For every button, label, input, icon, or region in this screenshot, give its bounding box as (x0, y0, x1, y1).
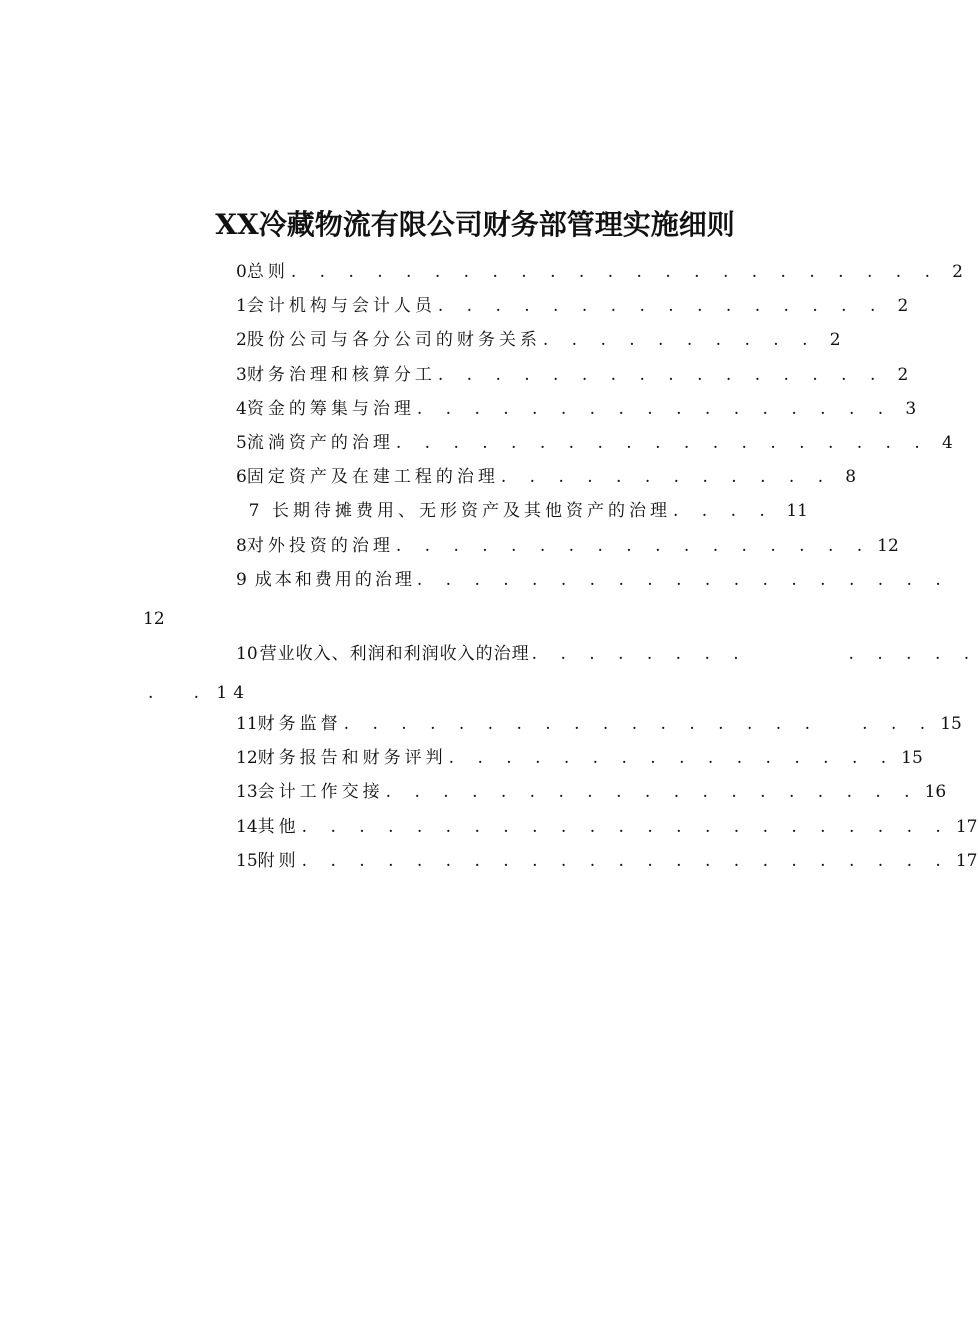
toc-entry-number: 12 (236, 748, 258, 768)
toc-entry-3[interactable] (236, 362, 909, 388)
toc-entry-label: 附则 (257, 851, 300, 871)
toc-entry-page: 12 (877, 536, 899, 556)
toc-entry-page: 15 (940, 714, 962, 734)
toc-entry-label: 其他 (257, 817, 300, 837)
toc-entry-number: 11 (236, 714, 258, 734)
toc-leader-dots: . . . . . . . . . . . . . . . . . . . . . . . (301, 817, 950, 837)
toc-entry-15[interactable] (236, 848, 978, 874)
toc-entry-label: 成本和费用的治理 (254, 570, 415, 590)
toc-entry-label: 财务监督 (257, 714, 342, 734)
toc-entry-7[interactable] (236, 498, 808, 524)
toc-entry-11[interactable] (236, 711, 962, 737)
toc-leader-dots: . . . . . . . . . . . . . . . . . . . (395, 433, 929, 453)
toc-entry-page: 2 (897, 365, 909, 385)
toc-entry-number: 4 (236, 399, 247, 419)
toc-entry-1[interactable] (236, 293, 909, 319)
toc-leader-dots: . . . . . . . . . . . . . (531, 644, 978, 664)
toc-entry-number: 14 (236, 817, 258, 837)
toc-entry-page: 17 (955, 851, 978, 871)
toc-entry-page: 2 (897, 296, 909, 316)
toc-leader-dots: . . . . (673, 501, 774, 521)
toc-entry-8[interactable] (236, 533, 899, 559)
toc-entry-number: 0 (236, 262, 247, 282)
toc-leader-dots: . . . . . . . . . . . . . . . . . . . (385, 782, 919, 802)
toc-entry-10-page: . . 14 (148, 683, 251, 703)
toc-leader-dots: . . . . . . . . . . . . . . . . . . . (416, 570, 950, 590)
toc-entry-number: 6 (236, 467, 247, 487)
toc-entry-page: 17 (955, 817, 978, 837)
toc-entry-label: 长期待摊费用、无形资产及其他资产的治理 (272, 501, 671, 521)
toc-entry-page: 2 (952, 262, 963, 282)
toc-entry-page: 8 (845, 467, 857, 487)
toc-entry-4[interactable] (236, 396, 917, 422)
toc-entry-number: 2 (236, 330, 247, 350)
toc-entry-page: 3 (905, 399, 917, 419)
toc-entry-label: 资金的筹集与治理 (246, 399, 415, 419)
toc-entry-6[interactable] (236, 464, 857, 490)
toc-entry-0[interactable] (236, 259, 963, 285)
toc-entry-2[interactable] (236, 327, 841, 353)
toc-entry-page: 2 (829, 330, 841, 350)
toc-leader-dots: . . . . . . . . . . . . . . . . . . . . . . . (301, 851, 950, 871)
toc-entry-number: 3 (236, 365, 247, 385)
toc-leader-dots: . . . . . . . . . . . . . . . . . . . . (343, 714, 935, 734)
toc-entry-label: 会计机构与会计人员 (246, 296, 436, 316)
toc-entry-label: 流淌资产的治理 (246, 433, 394, 453)
toc-entry-13[interactable] (236, 779, 947, 805)
toc-entry-number: 9 (236, 570, 247, 590)
toc-entry-label: 财务报告和财务评判 (257, 748, 447, 768)
toc-entry-number: 15 (236, 851, 258, 871)
toc-entry-number: 7 (248, 501, 260, 521)
toc-entry-label: 会计工作交接 (257, 782, 384, 802)
toc-entry-label: 股份公司与各分公司的财务关系 (246, 330, 541, 350)
toc-entry-number: 8 (236, 536, 247, 556)
toc-entry-page: 11 (786, 501, 808, 521)
toc-entry-label: 总则 (246, 262, 289, 282)
toc-entry-label: 财务治理和核算分工 (246, 365, 436, 385)
toc-entry-9-page: 12 (143, 609, 165, 629)
toc-entry-12[interactable] (236, 745, 923, 771)
toc-entry-label: 对外投资的治理 (246, 536, 394, 556)
toc-leader-dots: . . . . . . . . . . . . . . . . (437, 365, 885, 385)
toc-entry-page: 4 (941, 433, 953, 453)
document-title: XX冷藏物流有限公司财务部管理实施细则 (215, 207, 735, 241)
toc-leader-dots: . . . . . . . . . . . . . . . . (448, 748, 896, 768)
toc-leader-dots: . . . . . . . . . . . . . . . . (437, 296, 885, 316)
toc-entry-number: 1 (236, 296, 247, 316)
toc-entry-5[interactable] (236, 430, 953, 456)
toc-entry-14[interactable] (236, 814, 978, 840)
toc-entry-page: 16 (924, 782, 947, 802)
toc-leader-dots: . . . . . . . . . . . . . . . . . (416, 399, 893, 419)
toc-entry-label: 营业收入、利润和利润收入的治理 (259, 644, 530, 664)
toc-leader-dots: . . . . . . . . . . . . . . . . . . . . . . . (290, 262, 939, 282)
toc-entry-number: 13 (236, 782, 258, 802)
toc-entry-number: 10 (236, 644, 258, 664)
toc-leader-dots: . . . . . . . . . . (542, 330, 817, 350)
toc-entry-10[interactable] (236, 641, 978, 667)
toc-entry-label: 固定资产及在建工程的治理 (246, 467, 499, 487)
toc-leader-dots: . . . . . . . . . . . . (500, 467, 833, 487)
toc-entry-number: 5 (236, 433, 247, 453)
toc-entry-page: 15 (901, 748, 923, 768)
toc-entry-9[interactable] (236, 567, 950, 593)
toc-leader-dots: . . . . . . . . . . . . . . . . . (395, 536, 872, 556)
